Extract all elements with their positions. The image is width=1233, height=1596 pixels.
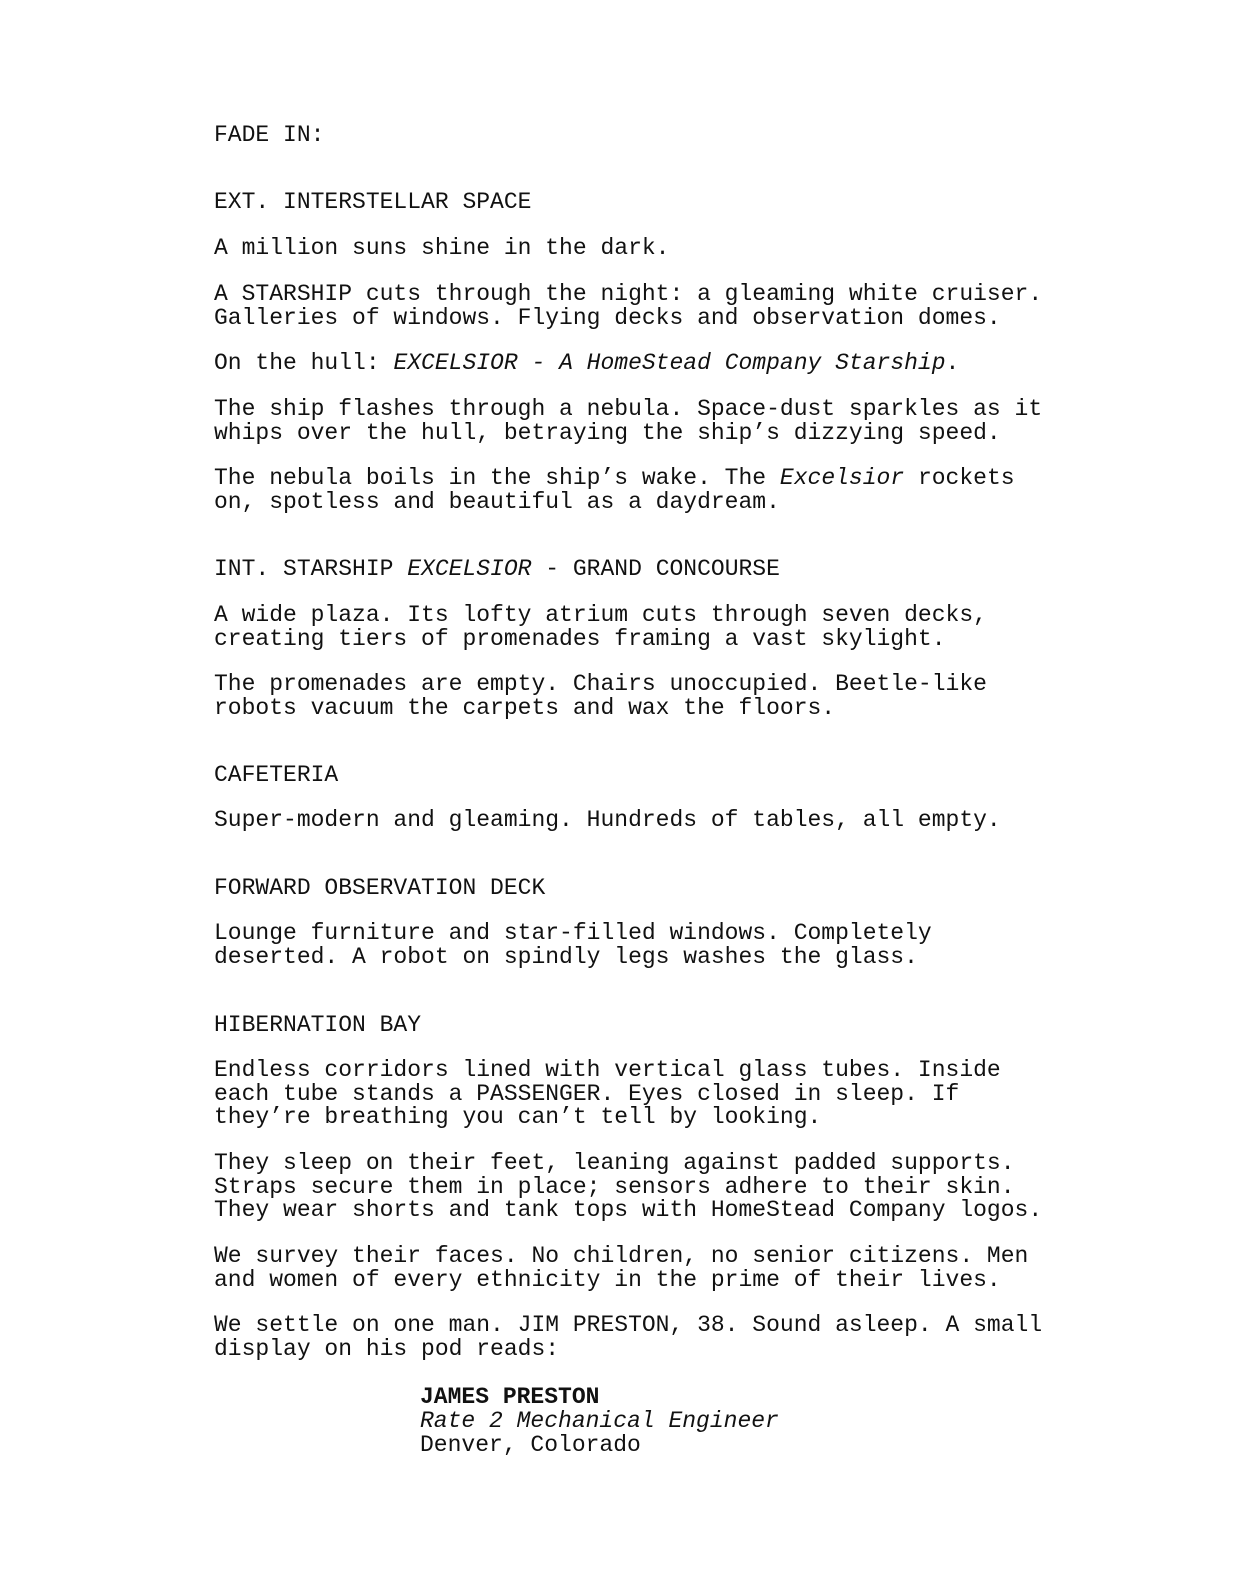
action-line: Straps secure them in place; sensors adhere to their skin. (214, 1174, 1015, 1200)
scene-heading-observation-deck: FORWARD OBSERVATION DECK (214, 875, 546, 901)
pod-display-name: JAMES PRESTON (420, 1384, 600, 1410)
action-line: on, spotless and beautiful as a daydream. (214, 489, 780, 515)
action-line: They sleep on their feet, leaning against padded supports. (214, 1150, 1015, 1176)
action-line: each tube stands a PASSENGER. Eyes closed in sleep. If (214, 1081, 960, 1107)
ship-name-italic: EXCELSIOR - A HomeStead Company Starship (393, 350, 946, 376)
action-line: creating tiers of promenades framing a vast skylight. (214, 626, 946, 652)
transition-fade-in: FADE IN: (214, 122, 325, 148)
action-line-nebula (214, 466, 1015, 490)
action-line: The ship flashes through a nebula. Space-dust sparkles as it (214, 396, 1043, 422)
action-line-hull (214, 351, 959, 375)
action-line: They wear shorts and tank tops with HomeStead Company logos. (214, 1197, 1043, 1223)
pod-display-location: Denver, Colorado (420, 1432, 641, 1458)
pod-display-title: Rate 2 Mechanical Engineer (420, 1408, 779, 1434)
ship-name-italic: EXCELSIOR (407, 556, 532, 582)
action-line: whips over the hull, betraying the ship’s dizzying speed. (214, 420, 1001, 446)
text-segment: . (945, 350, 960, 376)
text-segment: INT. STARSHIP (214, 556, 408, 582)
text-segment: On the hull: (214, 350, 394, 376)
text-segment: The nebula boils in the ship’s wake. The (214, 465, 780, 491)
text-segment: - GRAND CONCOURSE (531, 556, 780, 582)
action-line: The promenades are empty. Chairs unoccupied. Beetle-like (214, 671, 987, 697)
action-line: Galleries of windows. Flying decks and observation domes. (214, 305, 1001, 331)
action-line: Super-modern and gleaming. Hundreds of tables, all empty. (214, 807, 1001, 833)
action-line: We survey their faces. No children, no senior citizens. Men (214, 1243, 1029, 1269)
action-line: Lounge furniture and star-filled windows. Completely (214, 920, 932, 946)
action-line: deserted. A robot on spindly legs washes the glass. (214, 944, 918, 970)
action-line: A million suns shine in the dark. (214, 235, 670, 261)
scene-heading-hibernation-bay: HIBERNATION BAY (214, 1012, 422, 1038)
action-line: they’re breathing you can’t tell by looking. (214, 1104, 822, 1130)
action-line: and women of every ethnicity in the prime of their lives. (214, 1267, 1001, 1293)
text-segment: rockets (904, 465, 1015, 491)
action-line: robots vacuum the carpets and wax the floors. (214, 695, 836, 721)
ship-name-italic: Excelsior (779, 465, 905, 491)
action-line: display on his pod reads: (214, 1336, 560, 1362)
scene-heading-grand-concourse (214, 557, 780, 581)
action-line: Endless corridors lined with vertical glass tubes. Inside (214, 1057, 1001, 1083)
action-line: A wide plaza. Its lofty atrium cuts through seven decks, (214, 602, 987, 628)
action-line: A STARSHIP cuts through the night: a gleaming white cruiser. (214, 281, 1043, 307)
scene-heading-interstellar-space: EXT. INTERSTELLAR SPACE (214, 189, 532, 215)
action-line: We settle on one man. JIM PRESTON, 38. Sound asleep. A small (214, 1312, 1043, 1338)
scene-heading-cafeteria: CAFETERIA (214, 762, 339, 788)
